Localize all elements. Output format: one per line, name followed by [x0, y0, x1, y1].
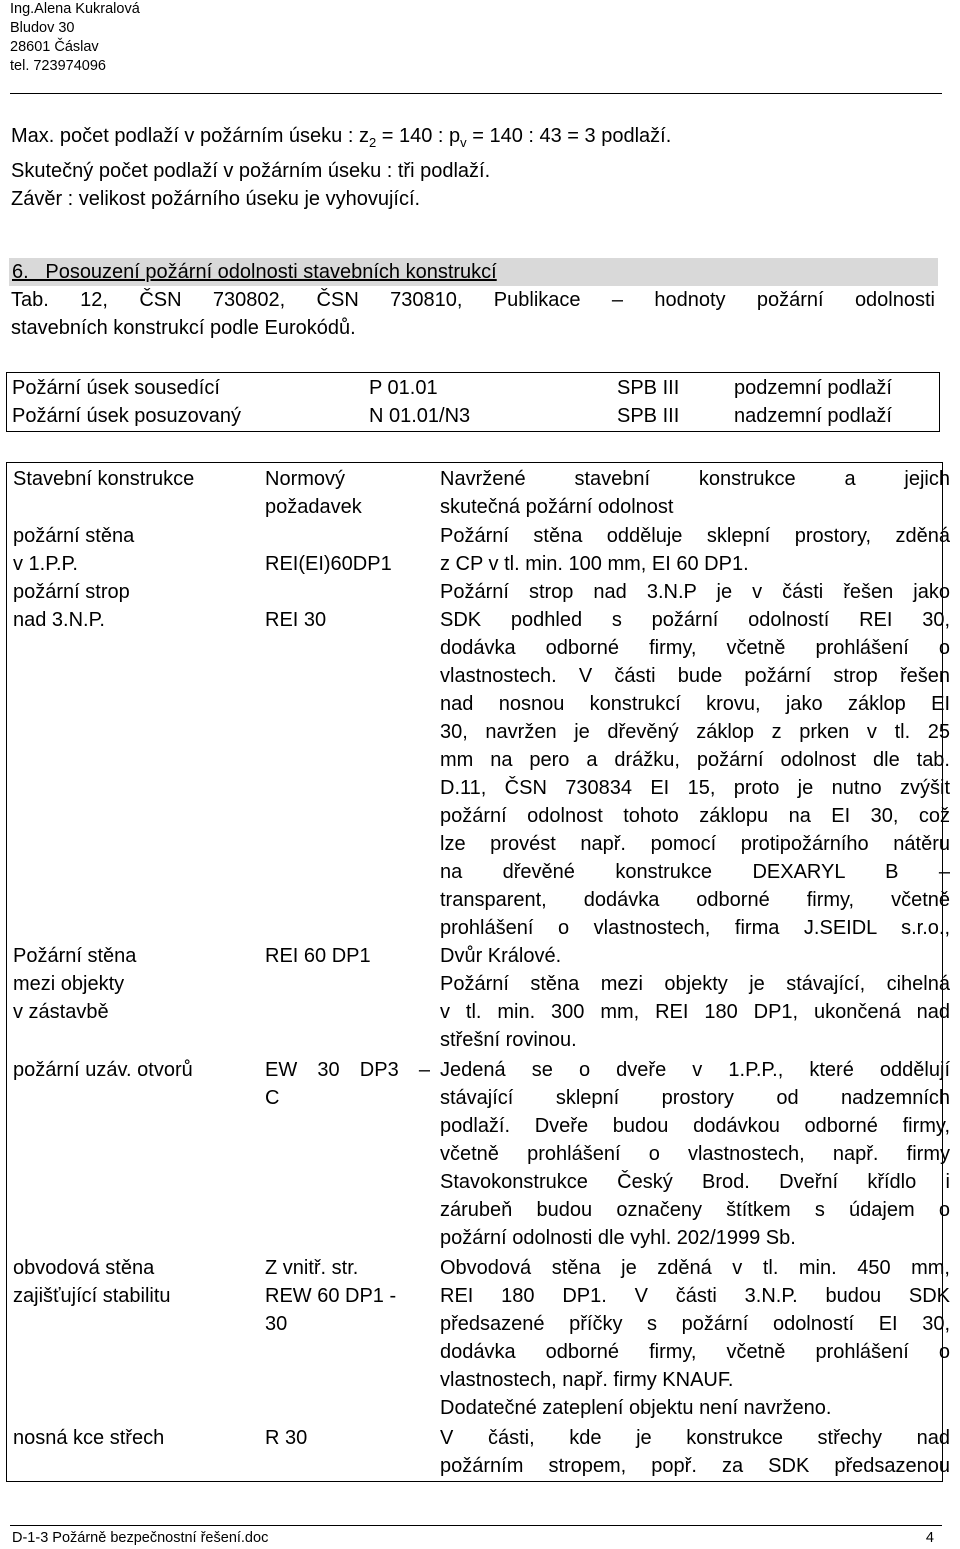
- section-text-line-1: Tab. 12, ČSN 730802, ČSN 730810, Publikace – hodnoty požární odolnosti: [11, 289, 935, 311]
- table-row-4-construction: obvodová stěna zajišťující stabilitu: [13, 1257, 171, 1307]
- table-header-requirement: Normový požadavek: [265, 468, 362, 518]
- construction-table: [6, 462, 950, 1482]
- section-heading: [9, 258, 938, 286]
- author-name: Ing.Alena Kukralová: [10, 1, 140, 17]
- table-row-4-requirement: Z vnitř. str. REW 60 DP1 - 30: [265, 1257, 397, 1335]
- table-row-4-design: Obvodová stěna je zděná v tl. min. 450 mm, REI 180 DP1. V části 3.N.P. budou SDK předsazené příčky s požární odolností EI 30, dodávka odborné firmy, včetně prohlášení o vlastnostech, např. firmy KNAUF. Dodatečné zateplení objektu není navrženo.: [440, 1257, 950, 1419]
- table-row-5-construction: nosná kce střech: [13, 1427, 165, 1449]
- zone-code: N 01.01/N3: [369, 405, 471, 427]
- author-street: Bludov 30: [10, 20, 75, 36]
- zone-spb: SPB III: [617, 377, 680, 399]
- table-row-3-requirement: EW 30 DP3 – C: [265, 1059, 430, 1109]
- page-number: 4: [925, 1530, 934, 1546]
- zone-row: [7, 374, 939, 402]
- table-row-2-construction: Požární stěna mezi objekty v zástavbě: [13, 945, 137, 1023]
- zone-name: Požární úsek posuzovaný: [12, 405, 242, 427]
- intro-line-2: Skutečný počet podlaží v požárním úseku : tři podlaží.: [11, 160, 491, 182]
- table-row-1-requirement-ceiling: REI 30: [265, 609, 327, 631]
- intro-line-3: Závěr : velikost požárního úseku je vyhovující.: [11, 188, 421, 210]
- zone-code: P 01.01: [369, 377, 438, 399]
- table-header-construction: Stavební konstrukce: [13, 468, 195, 490]
- table-row-3-construction: požární uzáv. otvorů: [13, 1059, 193, 1081]
- footer-divider: [10, 1525, 942, 1526]
- header-divider: [10, 93, 942, 94]
- table-row-1-construction: požární stěna v 1.P.P. požární strop nad 3.N.P.: [13, 525, 135, 631]
- fire-zones-box: [6, 372, 940, 432]
- footer-document-name: D-1-3 Požárně bezpečnostní řešení.doc: [12, 1530, 269, 1546]
- table-row-5-design: V části, kde je konstrukce střechy nad požárním stropem, popř. za SDK předsazenou: [440, 1427, 950, 1477]
- document-header: [10, 0, 140, 76]
- table-row-3-design: Jedená se o dveře v 1.P.P., které oddělují stávající sklepní prostory od nadzemních podlaží. Dveře budou dodávkou odborné firmy, včetně prohlášení o vlastnostech, např. firmy Stavokonstrukce Český Brod. Dveřní křídlo i zárubeň budou označeny štítkem s údajem o požární odolnosti dle vyhl. 202/1999 Sb.: [440, 1059, 950, 1249]
- intro-paragraph: [11, 122, 671, 213]
- section-intro-text: [11, 286, 935, 342]
- section-heading-text: 6. Posouzení požární odolnosti stavebních konstrukcí: [12, 261, 497, 283]
- zone-row: [7, 402, 939, 430]
- author-phone: tel. 723974096: [10, 58, 106, 74]
- author-city: 28601 Čáslav: [10, 39, 99, 55]
- zone-spb: SPB III: [617, 405, 680, 427]
- zone-desc: nadzemní podlaží: [734, 405, 892, 427]
- zone-name: Požární úsek sousedící: [12, 377, 220, 399]
- zone-desc: podzemní podlaží: [734, 377, 892, 399]
- table-row-1-design: Požární stěna odděluje sklepní prostory, zděná z CP v tl. min. 100 mm, EI 60 DP1. Požární strop nad 3.N.P je v části řešen jako SDK podhled s požární odolností REI 30, dodávka odborné firmy, včetně prohlášení o vlastnostech. V části bude požární strop řešen nad nosnou konstrukcí krovu, jako záklop EI 30, navržen je dřevěný záklop z prken v tl. 25 mm na pero a drážku, požární odolnost dle tab. D.11, ČSN 730834 EI 15, proto je nutno zvýšit požární odolnost tohoto záklopu na EI 30, což lze provést např. pomocí protipožárního nátěru na dřevěné konstrukce DEXARYL B – transparent, dodávka odborné firmy, včetně prohlášení o vlastnostech, firma J.SEIDL s.r.o., Dvůr Králové.: [440, 525, 950, 967]
- table-row-2-design: Požární stěna mezi objekty je stávající, cihelná v tl. min. 300 mm, REI 180 DP1, ukončená nad střešní rovinou.: [440, 973, 950, 1051]
- table-row-1-requirement-wall: REI(EI)60DP1: [265, 553, 392, 575]
- table-header-design: Navržené stavební konstrukce a jejich skutečná požární odolnost: [440, 468, 950, 518]
- intro-line-1: Max. počet podlaží v požárním úseku : $z_2 = 140$ : $p_v = 140$ : 43 = 3 podlaží.: [11, 125, 672, 150]
- section-text-line-2: stavebních konstrukcí podle Eurokódů.: [11, 317, 356, 339]
- table-row-2-requirement: REI 60 DP1: [265, 945, 371, 967]
- table-row-5-requirement: R 30: [265, 1427, 308, 1449]
